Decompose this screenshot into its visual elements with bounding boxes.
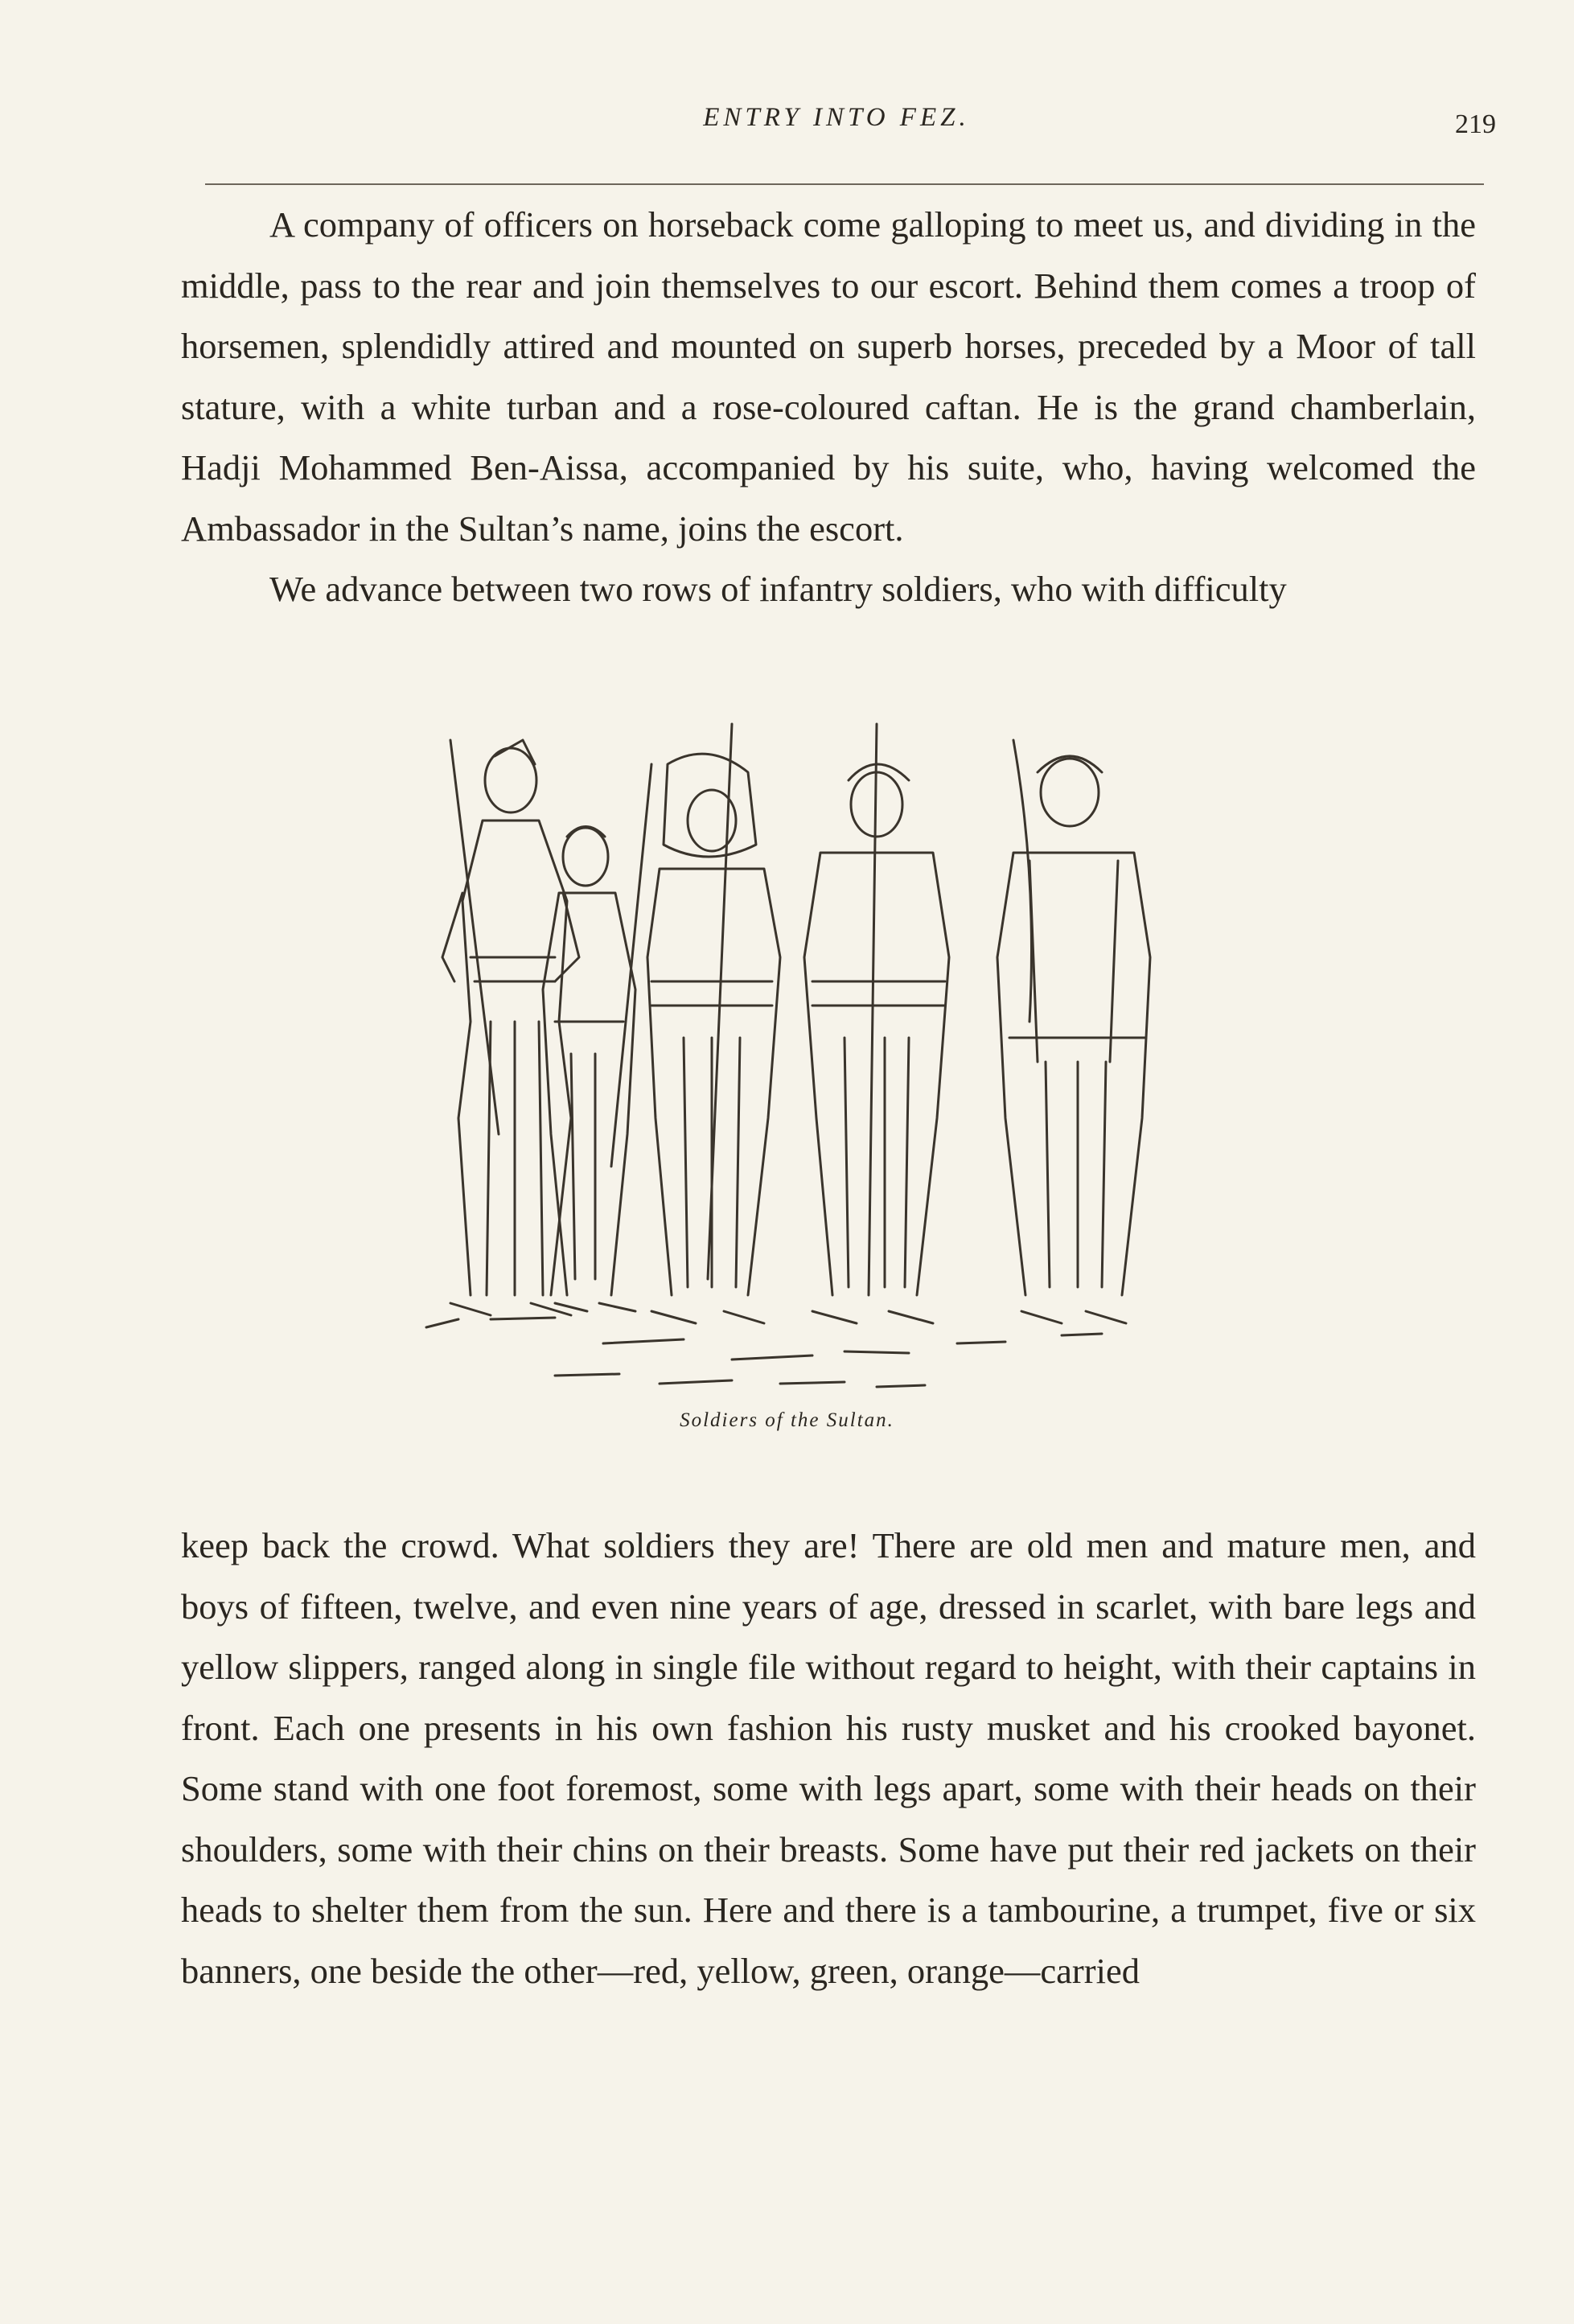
- running-head: [185, 103, 1496, 151]
- soldier-figure: [804, 724, 949, 1323]
- header-rule: [205, 183, 1484, 185]
- page-number: 219: [1455, 109, 1496, 139]
- soldier-figure: [647, 724, 780, 1323]
- running-title: ENTRY INTO FEZ.: [703, 103, 970, 132]
- text-block-top: [181, 195, 1476, 620]
- engraving-figure: [394, 716, 1263, 1408]
- soldiers-illustration: [394, 716, 1263, 1408]
- soldier-figure: [442, 740, 579, 1315]
- figure-caption: Soldiers of the Sultan.: [680, 1409, 894, 1431]
- paragraph: A company of officers on horseback come galloping to meet us, and dividing in the middle, pass to the rear and join themselves to our escort. Behind them comes a troop of horsemen, splendidly attired and mounted on superb horses, preceded by a Moor of tall stature, with a white turban and a rose-coloured caftan. He is the grand chamberlain, Hadji Mohammed Ben-Aissa, accompanied by his suite, who, having welcomed the Ambassador in the Sultan’s name, joins the escort.: [181, 204, 1476, 549]
- paragraph: keep back the crowd. What soldiers they are! There are old men and mature men, and boys of fifteen, twelve, and even nine years of age, dressed in scarlet, with bare legs and yellow slippers, ranged along in single file without regard to height, with their captains in front. Each one presents in his own fashion his rusty musket and his crooked bayonet. Some stand with one foot foremost, some with legs apart, some with their heads on their shoulders, some with their chins on their breasts. Some have put their red jackets on their heads to shelter them from the sun. Here and there is a tambourine, a trumpet, five or six banners, one beside the other—red, yellow, green, orange—carried: [181, 1525, 1476, 1991]
- paragraph: We advance between two rows of infantry soldiers, who with difficulty: [269, 569, 1287, 609]
- text-block-bottom: [181, 1516, 1476, 2001]
- soldier-figure: [997, 740, 1150, 1323]
